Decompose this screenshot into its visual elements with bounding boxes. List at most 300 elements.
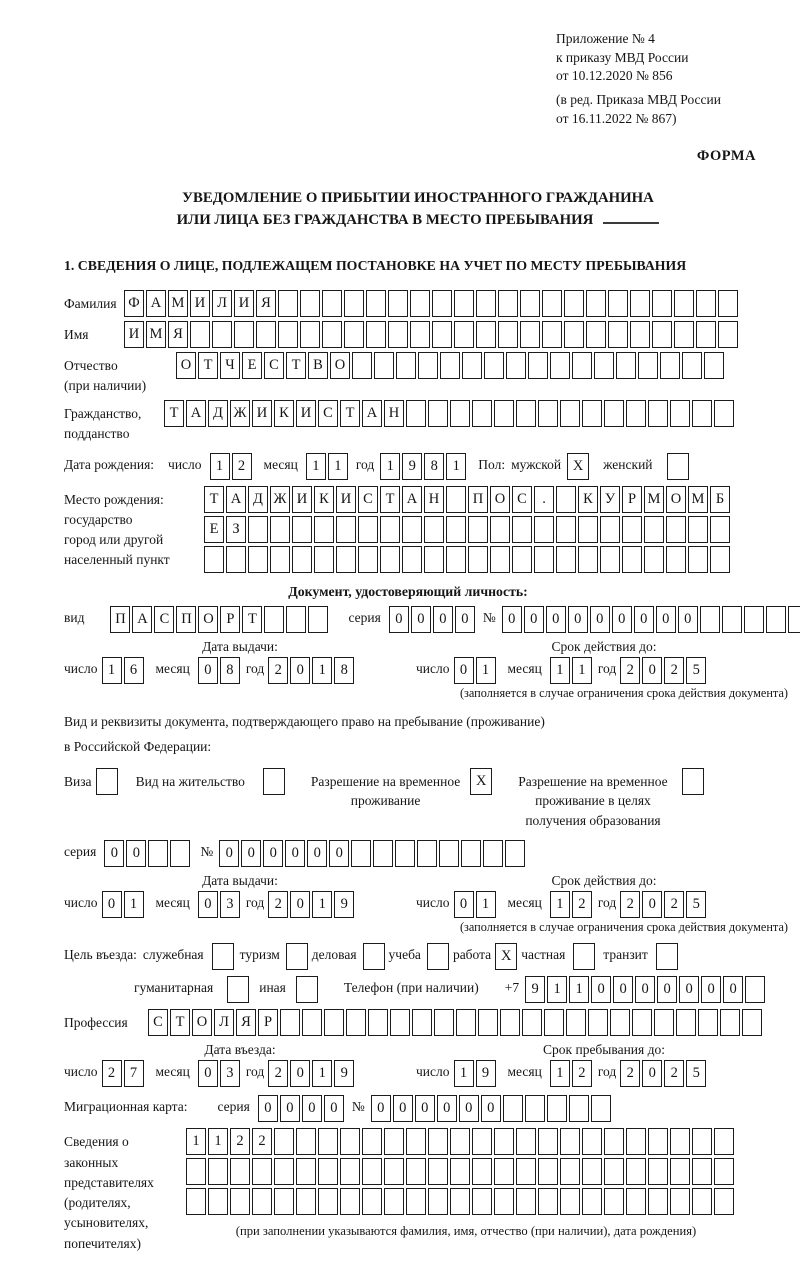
char-cell xyxy=(586,321,606,348)
char-cell xyxy=(648,1188,668,1215)
char-cell: 2 xyxy=(620,891,640,918)
legal-representatives-label: Сведения о законных представителях (родителях, усыновителях, попечителях) xyxy=(64,1134,154,1251)
char-cell xyxy=(718,290,738,317)
char-cell xyxy=(454,321,474,348)
year-label: год xyxy=(597,1064,617,1080)
char-cell xyxy=(324,1009,344,1036)
char-cell: 0 xyxy=(258,1095,278,1122)
birth-place-label: Место рождения: государство город или другой населенный пункт xyxy=(64,491,170,568)
char-cell xyxy=(340,1188,360,1215)
stay-day-cells xyxy=(454,1060,498,1087)
char-cell xyxy=(538,1188,558,1215)
char-cell xyxy=(505,840,525,867)
char-cell: 1 xyxy=(210,453,230,480)
char-cell: Т xyxy=(164,400,184,427)
char-cell: 1 xyxy=(124,891,144,918)
char-cell: 0 xyxy=(642,891,662,918)
char-cell xyxy=(456,1009,476,1036)
year-label: год xyxy=(597,660,617,676)
char-cell: 0 xyxy=(329,840,349,867)
char-cell xyxy=(560,1188,580,1215)
char-cell: 2 xyxy=(664,891,684,918)
char-cell: М xyxy=(688,486,708,513)
char-cell xyxy=(292,546,312,573)
doc-number-cells xyxy=(502,606,800,633)
char-cell xyxy=(344,290,364,317)
char-cell: 9 xyxy=(334,1060,354,1087)
day-label: число xyxy=(168,456,202,472)
char-cell: М xyxy=(168,290,188,317)
issue-day-cells xyxy=(102,657,146,684)
residence-options-row xyxy=(64,768,792,831)
char-cell xyxy=(428,1128,448,1155)
char-cell xyxy=(622,546,642,573)
page-title xyxy=(44,187,792,231)
surname-label: Фамилия xyxy=(64,295,117,311)
char-cell: Ж xyxy=(270,486,290,513)
char-cell: 9 xyxy=(525,976,545,1003)
char-cell xyxy=(506,352,526,379)
month-label: месяц xyxy=(507,1064,542,1080)
char-cell: 0 xyxy=(433,606,453,633)
char-cell: 3 xyxy=(220,1060,240,1087)
male-checkbox: X xyxy=(567,453,589,480)
char-cell xyxy=(454,290,474,317)
char-cell: 9 xyxy=(334,891,354,918)
char-cell xyxy=(718,321,738,348)
char-cell xyxy=(556,546,576,573)
title-line-2: ИЛИ ЛИЦА БЕЗ ГРАЖДАНСТВА В МЕСТО ПРЕБЫВАНИЯ xyxy=(44,209,792,231)
entry-day-cells xyxy=(102,1060,146,1087)
char-cell: С xyxy=(318,400,338,427)
char-cell xyxy=(322,290,342,317)
char-cell xyxy=(547,1095,567,1122)
phone-prefix: +7 xyxy=(504,980,520,996)
char-cell: В xyxy=(308,352,328,379)
birth-place-row-2 xyxy=(204,516,732,543)
temp-residence-checkbox: X xyxy=(470,768,492,795)
char-cell xyxy=(525,1095,545,1122)
char-cell xyxy=(264,606,284,633)
residence-issue-month-cells xyxy=(198,891,242,918)
char-cell: 0 xyxy=(635,976,655,1003)
char-cell xyxy=(418,352,438,379)
char-cell xyxy=(670,1128,690,1155)
char-cell xyxy=(417,840,437,867)
char-cell: И xyxy=(292,486,312,513)
char-cell xyxy=(351,840,371,867)
char-cell: У xyxy=(600,486,620,513)
char-cell: 0 xyxy=(198,1060,218,1087)
char-cell: 8 xyxy=(334,657,354,684)
char-cell xyxy=(682,352,702,379)
day-label: число xyxy=(416,895,450,911)
char-cell: С xyxy=(154,606,174,633)
char-cell xyxy=(742,1009,762,1036)
char-cell: Р xyxy=(258,1009,278,1036)
char-cell: А xyxy=(226,486,246,513)
char-cell: 0 xyxy=(411,606,431,633)
residence-number-cells xyxy=(219,840,527,867)
char-cell xyxy=(424,516,444,543)
char-cell xyxy=(648,400,668,427)
char-cell: 2 xyxy=(620,1060,640,1087)
char-cell: 0 xyxy=(290,657,310,684)
residence-validity-year-cells xyxy=(620,891,708,918)
char-cell: . xyxy=(534,486,554,513)
char-cell xyxy=(410,321,430,348)
char-cell: 1 xyxy=(312,891,332,918)
char-cell: Л xyxy=(214,1009,234,1036)
char-cell xyxy=(308,606,328,633)
char-cell xyxy=(528,352,548,379)
char-cell: 0 xyxy=(612,606,632,633)
issue-header: Дата выдачи: xyxy=(202,638,278,654)
char-cell xyxy=(318,1128,338,1155)
char-cell: 0 xyxy=(613,976,633,1003)
char-cell: А xyxy=(186,400,206,427)
char-cell: 0 xyxy=(524,606,544,633)
char-cell xyxy=(616,352,636,379)
char-cell xyxy=(534,546,554,573)
patronymic-row xyxy=(64,352,792,397)
appendix-line: Приложение № 4 xyxy=(556,31,655,46)
char-cell xyxy=(745,976,765,1003)
char-cell: 1 xyxy=(572,657,592,684)
char-cell xyxy=(626,1188,646,1215)
char-cell xyxy=(600,546,620,573)
char-cell: Я xyxy=(236,1009,256,1036)
char-cell: 0 xyxy=(290,1060,310,1087)
char-cell xyxy=(384,1188,404,1215)
char-cell: 0 xyxy=(371,1095,391,1122)
char-cell xyxy=(406,1188,426,1215)
legal-representatives-note: (при заполнении указываются фамилия, имя, отчество (при наличии), дата рождения) xyxy=(235,1224,697,1239)
appendix-block xyxy=(556,30,788,128)
doc-type-cells xyxy=(110,606,330,633)
char-cell xyxy=(710,516,730,543)
char-cell xyxy=(512,516,532,543)
female-checkbox xyxy=(667,453,689,480)
char-cell xyxy=(483,840,503,867)
char-cell: 0 xyxy=(393,1095,413,1122)
char-cell xyxy=(336,546,356,573)
char-cell: 1 xyxy=(547,976,567,1003)
char-cell xyxy=(564,290,584,317)
char-cell xyxy=(520,290,540,317)
char-cell xyxy=(468,546,488,573)
char-cell xyxy=(522,1009,542,1036)
doc-series-label: серия xyxy=(348,609,381,625)
char-cell xyxy=(270,516,290,543)
char-cell: И xyxy=(296,400,316,427)
char-cell: 1 xyxy=(312,657,332,684)
char-cell: П xyxy=(468,486,488,513)
char-cell xyxy=(696,321,716,348)
migration-series-label: серия xyxy=(217,1099,250,1115)
char-cell xyxy=(512,546,532,573)
char-cell xyxy=(368,1009,388,1036)
char-cell xyxy=(439,840,459,867)
char-cell xyxy=(468,516,488,543)
char-cell: Т xyxy=(204,486,224,513)
validity-note: (заполняется в случае ограничения срока действия документа) xyxy=(459,685,788,700)
char-cell xyxy=(498,290,518,317)
char-cell: А xyxy=(146,290,166,317)
issue-header: Дата выдачи: xyxy=(202,873,278,889)
char-cell xyxy=(388,290,408,317)
char-cell: П xyxy=(110,606,130,633)
char-cell: 2 xyxy=(572,891,592,918)
char-cell: 1 xyxy=(446,453,466,480)
char-cell xyxy=(432,290,452,317)
char-cell xyxy=(366,290,386,317)
char-cell: Р xyxy=(220,606,240,633)
char-cell: 0 xyxy=(454,891,474,918)
char-cell: З xyxy=(226,516,246,543)
char-cell: С xyxy=(264,352,284,379)
appendix-line: к приказу МВД России xyxy=(556,49,689,65)
char-cell xyxy=(478,1009,498,1036)
issue-month-cells xyxy=(198,657,242,684)
stay-year-cells xyxy=(620,1060,708,1087)
residence-issue-group xyxy=(64,873,416,918)
char-cell: И xyxy=(124,321,144,348)
char-cell xyxy=(373,840,393,867)
char-cell xyxy=(638,352,658,379)
char-cell xyxy=(395,840,415,867)
char-cell: 0 xyxy=(307,840,327,867)
temp-residence-edu-checkbox xyxy=(682,768,704,795)
char-cell: 0 xyxy=(198,657,218,684)
birth-year-cells xyxy=(380,453,468,480)
char-cell xyxy=(560,400,580,427)
char-cell xyxy=(542,290,562,317)
char-cell: Т xyxy=(170,1009,190,1036)
doc-number-label: № xyxy=(482,609,496,625)
char-cell xyxy=(450,1128,470,1155)
char-cell xyxy=(688,516,708,543)
char-cell xyxy=(472,1128,492,1155)
day-label: число xyxy=(64,660,98,676)
profession-row xyxy=(64,1009,792,1036)
char-cell xyxy=(292,516,312,543)
char-cell xyxy=(461,840,481,867)
char-cell: К xyxy=(314,486,334,513)
char-cell: 0 xyxy=(126,840,146,867)
char-cell: 2 xyxy=(268,1060,288,1087)
char-cell xyxy=(578,546,598,573)
purpose-private-checkbox xyxy=(573,943,595,970)
char-cell xyxy=(644,546,664,573)
char-cell: Л xyxy=(212,290,232,317)
char-cell xyxy=(248,546,268,573)
char-cell xyxy=(704,352,724,379)
char-cell: 2 xyxy=(268,891,288,918)
char-cell: 0 xyxy=(290,891,310,918)
day-label: число xyxy=(416,660,450,676)
entry-month-cells xyxy=(198,1060,242,1087)
char-cell xyxy=(660,352,680,379)
legal-representatives-cells xyxy=(186,1128,736,1239)
char-cell xyxy=(582,1188,602,1215)
char-cell: 0 xyxy=(437,1095,457,1122)
char-cell xyxy=(344,321,364,348)
char-cell xyxy=(252,1188,272,1215)
char-cell xyxy=(340,1128,360,1155)
residence-series-cells xyxy=(104,840,192,867)
legal-representatives-row xyxy=(64,1128,792,1254)
char-cell xyxy=(278,321,298,348)
day-label: число xyxy=(416,1064,450,1080)
residence-issue-day-cells xyxy=(102,891,146,918)
purpose-option-label: деловая xyxy=(311,947,357,963)
purpose-option-label: иная xyxy=(259,980,286,996)
visa-checkbox xyxy=(96,768,118,795)
char-cell xyxy=(148,840,168,867)
title-underline xyxy=(603,222,659,224)
char-cell: 0 xyxy=(568,606,588,633)
char-cell: 2 xyxy=(230,1128,250,1155)
char-cell xyxy=(490,546,510,573)
male-label: мужской xyxy=(511,456,562,472)
entry-date-group xyxy=(64,1042,416,1087)
char-cell xyxy=(336,516,356,543)
char-cell: М xyxy=(146,321,166,348)
char-cell: 1 xyxy=(328,453,348,480)
char-cell: О xyxy=(490,486,510,513)
birth-place-row-3 xyxy=(204,546,732,573)
char-cell xyxy=(362,1128,382,1155)
residence-validity-note: (заполняется в случае ограничения срока действия документа) xyxy=(459,920,788,935)
year-label: год xyxy=(245,1064,265,1080)
char-cell: 1 xyxy=(454,1060,474,1087)
purpose-option-label: работа xyxy=(452,947,492,963)
char-cell: 0 xyxy=(642,657,662,684)
female-label: женский xyxy=(603,456,653,472)
char-cell xyxy=(608,290,628,317)
char-cell xyxy=(714,1188,734,1215)
char-cell xyxy=(318,1188,338,1215)
char-cell: 1 xyxy=(102,657,122,684)
char-cell: 0 xyxy=(102,891,122,918)
validity-year-cells xyxy=(620,657,708,684)
birth-place-cells xyxy=(204,486,732,576)
char-cell xyxy=(692,400,712,427)
purpose-option-label: служебная xyxy=(142,947,204,963)
char-cell: 0 xyxy=(634,606,654,633)
char-cell xyxy=(446,546,466,573)
char-cell: А xyxy=(362,400,382,427)
char-cell xyxy=(494,1188,514,1215)
char-cell xyxy=(503,1095,523,1122)
char-cell xyxy=(582,400,602,427)
char-cell xyxy=(274,1188,294,1215)
char-cell xyxy=(710,546,730,573)
entry-dates xyxy=(64,1042,792,1087)
char-cell: Я xyxy=(168,321,188,348)
char-cell: 0 xyxy=(678,606,698,633)
char-cell xyxy=(226,546,246,573)
char-cell xyxy=(670,400,690,427)
residence-validity-group xyxy=(416,873,792,918)
year-label: год xyxy=(597,895,617,911)
char-cell xyxy=(520,321,540,348)
char-cell xyxy=(300,290,320,317)
char-cell xyxy=(428,1188,448,1215)
char-cell: И xyxy=(252,400,272,427)
char-cell xyxy=(674,321,694,348)
char-cell xyxy=(516,1188,536,1215)
char-cell: 0 xyxy=(657,976,677,1003)
char-cell: 0 xyxy=(591,976,611,1003)
month-label: месяц xyxy=(155,895,190,911)
identity-doc-header: Документ, удостоверяющий личность: xyxy=(288,583,528,599)
char-cell xyxy=(302,1009,322,1036)
char-cell xyxy=(720,1009,740,1036)
doc-series-cells xyxy=(389,606,477,633)
char-cell: Е xyxy=(242,352,262,379)
identity-doc-row xyxy=(64,606,792,633)
patronymic-cells xyxy=(176,352,726,379)
char-cell xyxy=(698,1009,718,1036)
residence-validity-day-cells xyxy=(454,891,498,918)
temp-residence-option: Разрешение на временное проживание X xyxy=(311,768,492,811)
char-cell xyxy=(450,400,470,427)
char-cell xyxy=(396,352,416,379)
char-cell xyxy=(744,606,764,633)
char-cell: Т xyxy=(242,606,262,633)
char-cell xyxy=(696,290,716,317)
validity-header: Срок действия до: xyxy=(551,638,657,654)
residence-series-label: серия xyxy=(64,844,97,860)
birth-date-row xyxy=(64,453,792,480)
char-cell: 7 xyxy=(124,1060,144,1087)
migration-number-cells xyxy=(371,1095,613,1122)
char-cell xyxy=(450,1188,470,1215)
char-cell xyxy=(274,1128,294,1155)
gender-label: Пол: xyxy=(478,456,506,472)
char-cell xyxy=(296,1188,316,1215)
char-cell: 2 xyxy=(102,1060,122,1087)
char-cell: 0 xyxy=(590,606,610,633)
char-cell: 2 xyxy=(620,657,640,684)
char-cell: О xyxy=(198,606,218,633)
char-cell: 0 xyxy=(656,606,676,633)
stay-month-cells xyxy=(550,1060,594,1087)
char-cell xyxy=(270,546,290,573)
char-cell xyxy=(286,606,306,633)
char-cell: 1 xyxy=(380,453,400,480)
char-cell xyxy=(358,546,378,573)
char-cell: М xyxy=(644,486,664,513)
char-cell: Т xyxy=(340,400,360,427)
char-cell: Я xyxy=(256,290,276,317)
char-cell: С xyxy=(512,486,532,513)
char-cell: 0 xyxy=(546,606,566,633)
char-cell xyxy=(446,486,466,513)
char-cell xyxy=(644,516,664,543)
char-cell: О xyxy=(176,352,196,379)
char-cell xyxy=(591,1095,611,1122)
char-cell xyxy=(352,352,372,379)
citizenship-cells xyxy=(164,400,736,427)
char-cell xyxy=(280,1009,300,1036)
title-line-1: УВЕДОМЛЕНИЕ О ПРИБЫТИИ ИНОСТРАННОГО ГРАЖДАНИНА xyxy=(182,190,654,207)
char-cell: Е xyxy=(204,516,224,543)
migration-card-row xyxy=(64,1095,792,1122)
char-cell: 0 xyxy=(455,606,475,633)
